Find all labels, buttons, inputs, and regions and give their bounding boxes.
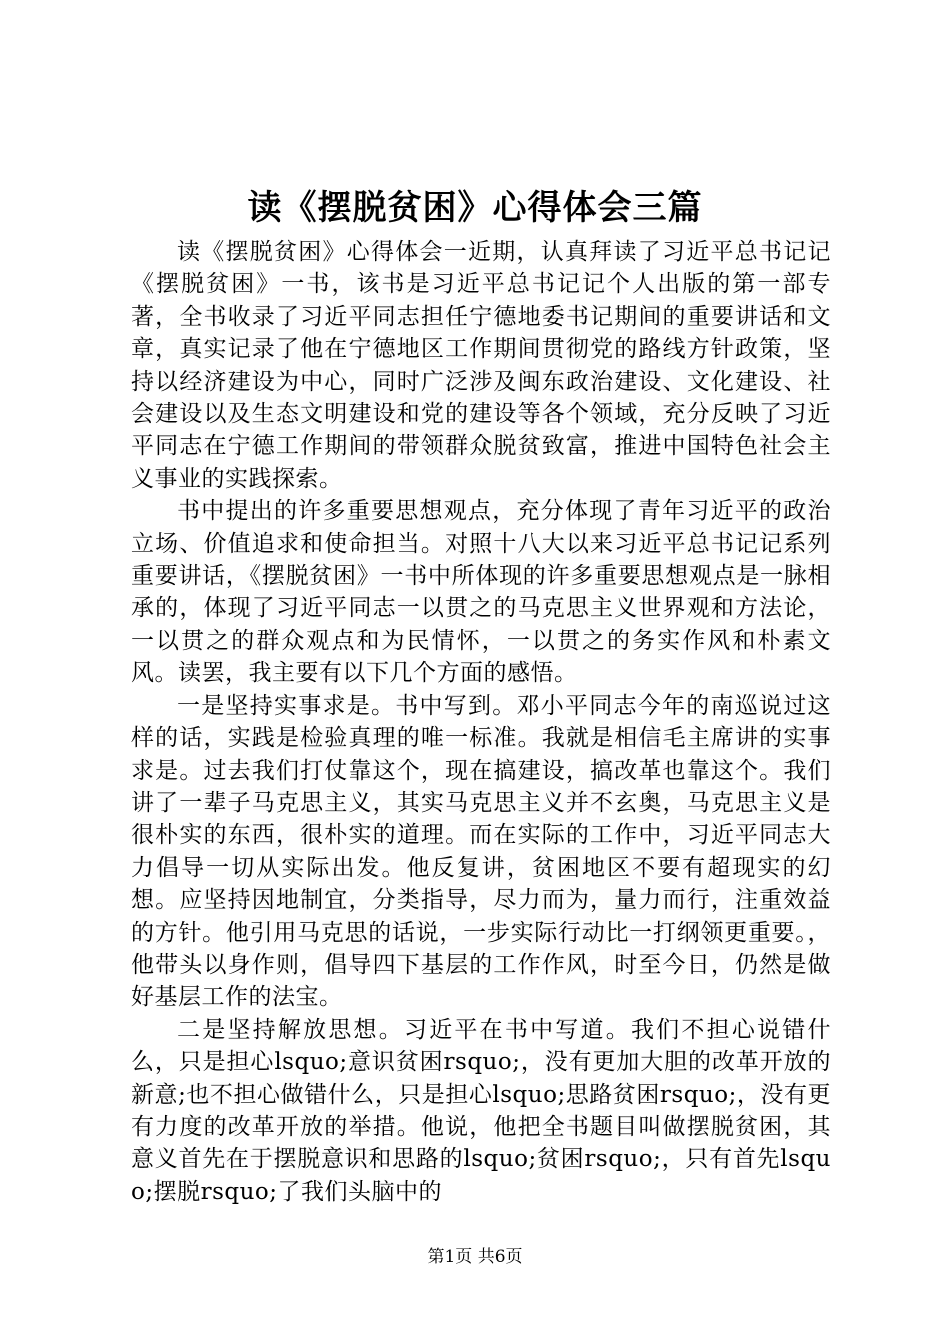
document-body (131, 236, 831, 1208)
paragraph-2: 书中提出的许多重要思想观点，充分体现了青年习近平的政治立场、价值追求和使命担当。对照十八大以来习近平总书记记系列重要讲话，《摆脱贫困》一书中所体现的许多重要思想观点是一脉相承的，体现了习近平同志一以贯之的马克思主义世界观和方法论，一以贯之的群众观点和为民情怀，一以贯之的务实作风和朴素文风。读罢，我主要有以下几个方面的感悟。 (131, 498, 831, 687)
paragraph-1: 读《摆脱贫困》心得体会一近期，认真拜读了习近平总书记记《摆脱贫困》一书，该书是习近平总书记记个人出版的第一部专著，全书收录了习近平同志担任宁德地委书记期间的重要讲话和文章，真实记录了他在宁德地区工作期间贯彻党的路线方针政策，坚持以经济建设为中心，同时广泛涉及闽东政治建设、文化建设、社会建设以及生态文明建设和党的建设等各个领域，充分反映了习近平同志在宁德工作期间的带领群众脱贫致富，推进中国特色社会主义事业的实践探索。 (131, 239, 831, 492)
paragraph-3: 一是坚持实事求是。书中写到。邓小平同志今年的南巡说过这样的话，实践是检验真理的唯一标准。我就是相信毛主席讲的实事求是。过去我们打仗靠这个，现在搞建设，搞改革也靠这个。我们讲了一辈子马克思主义，其实马克思主义并不玄奥，马克思主义是很朴实的东西，很朴实的道理。而在实际的工作中，习近平同志大力倡导一切从实际出发。他反复讲，贫困地区不要有超现实的幻想。应坚持因地制宜，分类指导，尽力而为，量力而行，注重效益的方针。他引用马克思的话说，一步实际行动比一打纲领更重要。，他带头以身作则，倡导四下基层的工作作风，时至今日，仍然是做好基层工作的法宝。 (131, 692, 831, 1011)
document-title: 读《摆脱贫困》心得体会三篇 (247, 188, 703, 228)
page-number-footer: 第1页 共6页 (427, 1247, 523, 1267)
paragraph-4: 二是坚持解放思想。习近平在书中写道。我们不担心说错什么，只是担心lsquo;意识贫困rsquo;，没有更加大胆的改革开放的新意;也不担心做错什么，只是担心lsquo;思路贫困rsquo;，没有更有力度的改革开放的举措。他说，他把全书题目叫做摆脱贫困，其意义首先在于摆脱意识和思路的lsquo;贫困rsquo;，只有首先lsquo;摆脱rsquo;了我们头脑中的 (131, 1016, 831, 1205)
